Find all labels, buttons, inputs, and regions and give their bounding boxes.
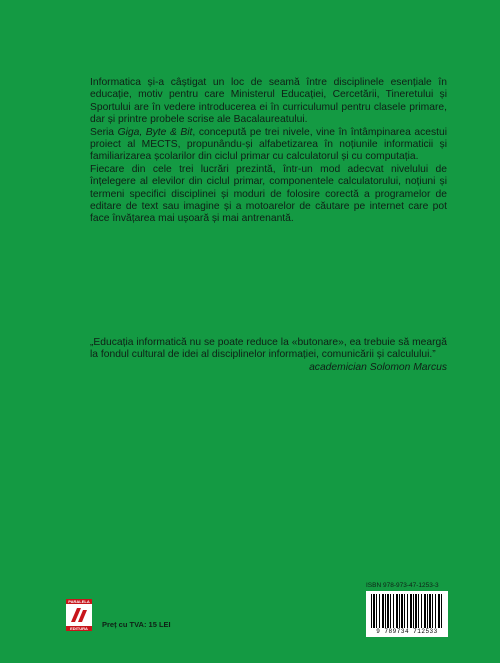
barcode xyxy=(366,591,448,637)
blurb-paragraph-1: Informatica și-a câștigat un loc de seamă între disciplinele esențiale în educație, motiv pentru care Ministerul Educației, Cercetării, Tineretului și Sportului are în vedere introducerea ei în curriculumul pentru clasele primare, dar și printre probele scrise ale Bacalaureatului. xyxy=(90,77,447,126)
publisher-logo-top: PARALELA xyxy=(66,599,92,604)
barcode-digits: 9 789734 712533 xyxy=(376,628,438,635)
blurb-paragraph-2 xyxy=(90,127,447,164)
quote-block xyxy=(90,337,447,374)
price-label: Preț cu TVA: 15 LEI xyxy=(102,620,171,629)
back-cover-blurb xyxy=(90,77,447,226)
blurb-paragraph-3: Fiecare din cele trei lucrări prezintă, într-un mod adecvat nivelului de înțelegere al elevilor din ciclul primar, componentele calculatorului, noțiuni și termeni specifici disciplinei și moduri de folosire corectă a programelor de editare de text sau imagine și a motoarelor de căutare pe internet care pot face învățarea mai ușoară și mai antrenantă. xyxy=(90,163,447,225)
blurb-p2-rest: , concepută pe trei nivele, vine în întâmpinarea acestui proiect al MECTS, propunându-și alfabetizarea în noțiunile informaticii și familiarizarea școlarilor din ciclul primar cu calculatorul și cu computația. xyxy=(90,126,448,163)
isbn-label: ISBN 978-973-47-1253-3 xyxy=(366,582,439,589)
publisher-logo-mark xyxy=(66,604,92,626)
quote-text: „Educația informatică nu se poate reduce la «butonare», ea trebuie să meargă la fondul cultural de idei al disciplinelor informației, comunicării și calculului.” xyxy=(90,337,447,361)
publisher-logo-bottom: EDITURA xyxy=(66,626,92,631)
publisher-logo xyxy=(66,599,92,635)
barcode-bars xyxy=(371,594,443,628)
logo-mark-icon xyxy=(69,606,89,624)
quote-author: academician Solomon Marcus xyxy=(309,361,447,373)
blurb-p2-prefix: Seria xyxy=(90,126,118,138)
series-title: Giga, Byte & Bit xyxy=(117,126,193,138)
isbn-block xyxy=(366,582,448,637)
